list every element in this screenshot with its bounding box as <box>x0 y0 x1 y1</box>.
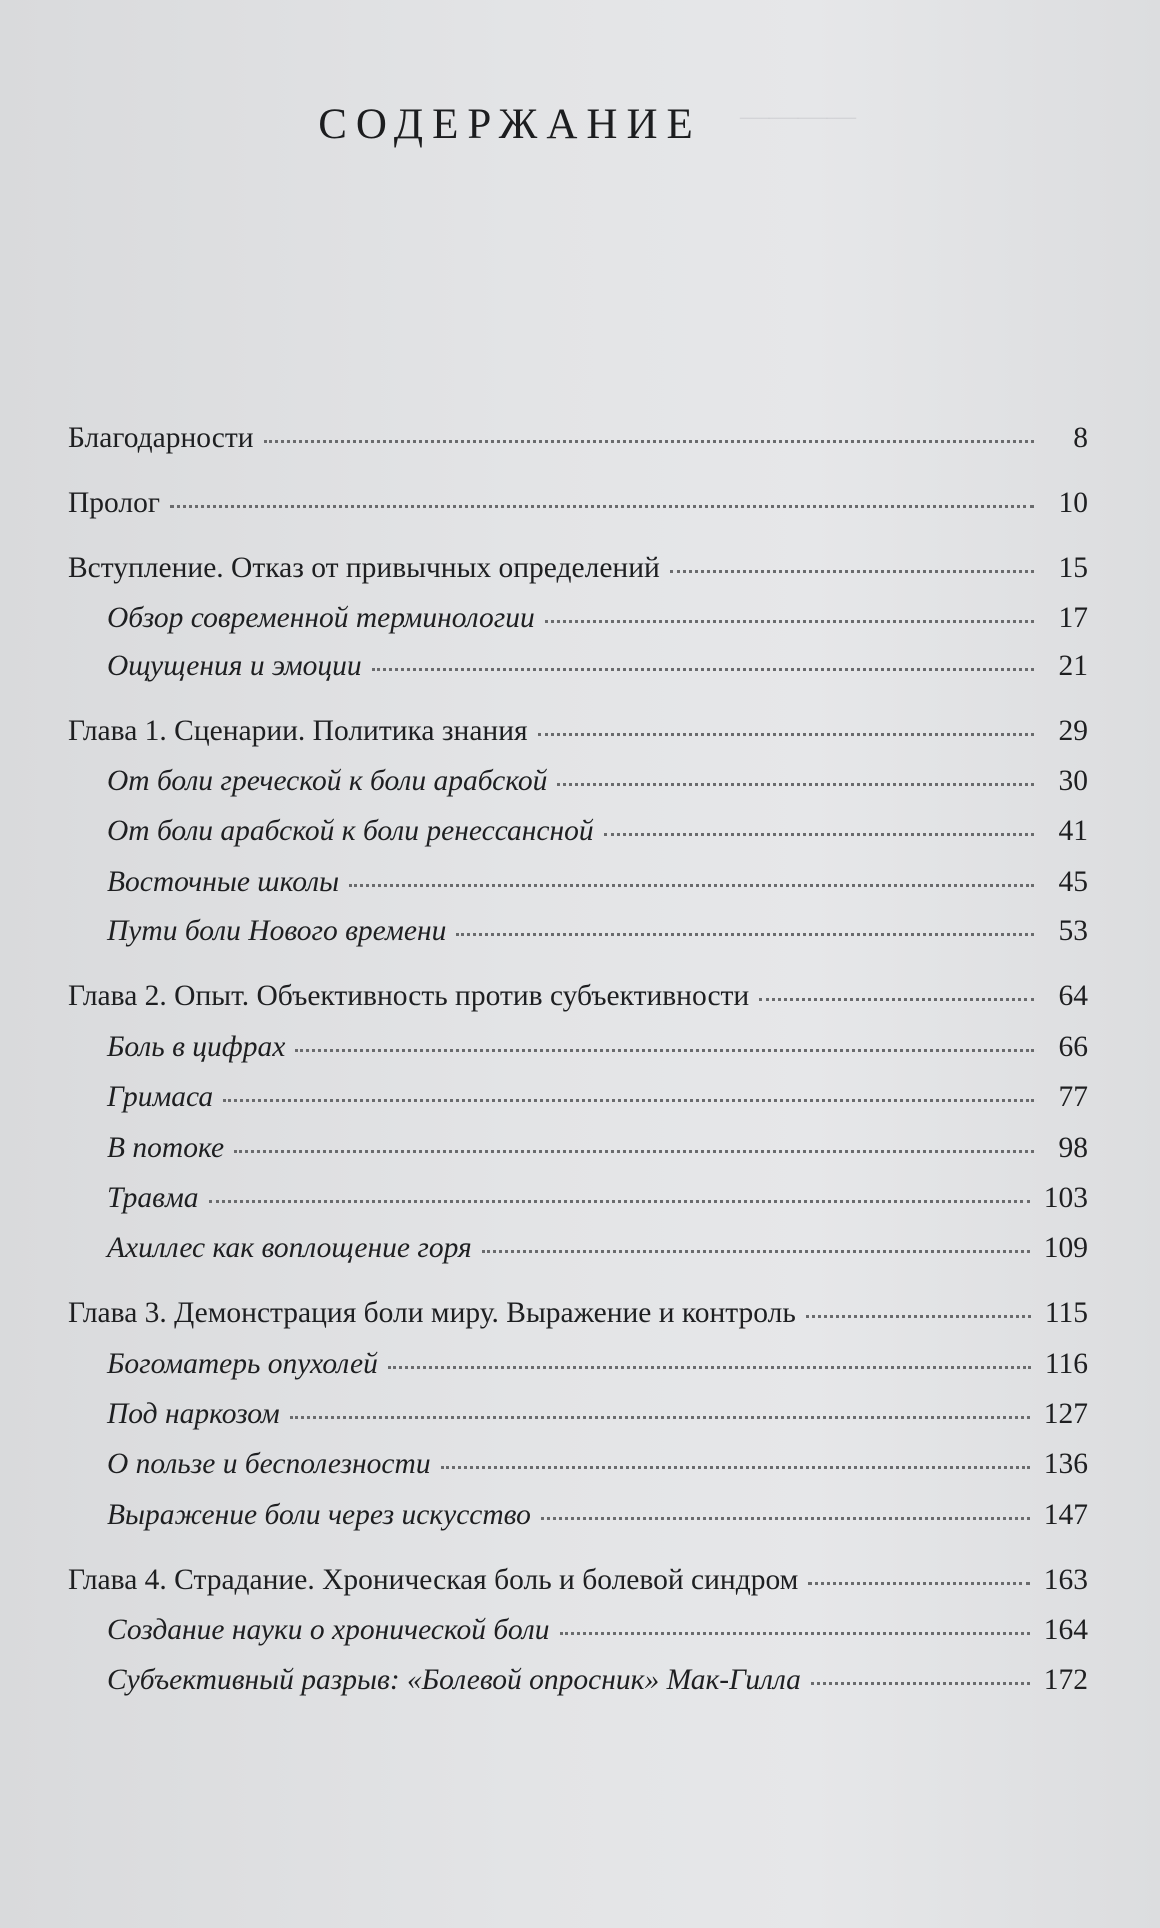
dot-leader <box>759 998 1034 1001</box>
show-through-decoration: ———— <box>740 100 856 132</box>
toc-entry-label: Глава 3. Демонстрация боли миру. Выражение и контроль <box>68 1297 796 1329</box>
toc-subentry <box>107 1348 1088 1381</box>
toc-entry-label: От боли арабской к боли ренессансной <box>107 815 594 847</box>
toc-subentry <box>107 866 1088 899</box>
toc-page-number: 45 <box>1058 866 1088 898</box>
toc-entry <box>68 487 1088 520</box>
toc-subentry <box>107 1081 1088 1114</box>
toc-entry-label: Глава 1. Сценарии. Политика знания <box>68 715 528 747</box>
dot-leader <box>806 1315 1031 1318</box>
toc-subentry <box>107 650 1088 683</box>
dot-leader <box>604 833 1034 836</box>
toc-entry-label: Пути боли Нового времени <box>107 915 447 947</box>
dot-leader <box>234 1150 1034 1153</box>
toc-entry-label: Восточные школы <box>107 866 340 898</box>
toc-page-number: 66 <box>1058 1031 1088 1063</box>
toc-subentry <box>107 815 1088 848</box>
dot-leader <box>808 1582 1029 1585</box>
dot-leader <box>545 620 1034 623</box>
toc-page-number: 127 <box>1043 1398 1088 1430</box>
toc-page-number: 164 <box>1043 1614 1088 1646</box>
toc-subentry <box>107 1499 1088 1532</box>
dot-leader <box>557 783 1034 786</box>
toc-entry <box>68 1564 1088 1597</box>
toc-entry <box>68 1297 1088 1330</box>
toc-entry <box>68 552 1088 585</box>
toc-subentry <box>107 915 1088 948</box>
toc-entry-label: Боль в цифрах <box>107 1031 286 1063</box>
toc-entry-label: Гримаса <box>107 1081 214 1113</box>
toc-subentry <box>107 1232 1088 1265</box>
toc-entry-label: Богоматерь опухолей <box>107 1348 378 1380</box>
toc-page-number: 53 <box>1058 915 1088 947</box>
toc-page-number: 30 <box>1058 765 1088 797</box>
dot-leader <box>170 505 1034 508</box>
toc-page-number: 136 <box>1043 1448 1088 1480</box>
toc-entry <box>68 715 1088 748</box>
dot-leader <box>264 440 1034 443</box>
dot-leader <box>209 1200 1030 1203</box>
toc-entry-label: Благодарности <box>68 422 254 454</box>
toc-entry-label: Ахиллес как воплощение горя <box>107 1232 472 1264</box>
toc-subentry <box>107 1398 1088 1431</box>
dot-leader <box>482 1250 1030 1253</box>
toc-subentry <box>107 1132 1088 1165</box>
dot-leader <box>349 884 1034 887</box>
toc-page-number: 29 <box>1058 715 1088 747</box>
toc-entry-label: В потоке <box>107 1132 225 1164</box>
dot-leader <box>670 570 1034 573</box>
toc-page-number: 10 <box>1058 487 1088 519</box>
toc-subentry <box>107 1031 1088 1064</box>
dot-leader <box>295 1049 1034 1052</box>
dot-leader <box>560 1632 1030 1635</box>
dot-leader <box>441 1466 1030 1469</box>
toc-subentry <box>107 602 1088 635</box>
dot-leader <box>388 1366 1031 1369</box>
toc-entry-label: Создание науки о хронической боли <box>107 1614 550 1646</box>
toc-subentry <box>107 1182 1088 1215</box>
toc-entry-label: О пользе и бесполезности <box>107 1448 431 1480</box>
toc-entry-label: Травма <box>107 1182 199 1214</box>
toc-page-number: 109 <box>1043 1232 1088 1264</box>
toc-page-number: 103 <box>1043 1182 1088 1214</box>
toc-page-number: 15 <box>1058 552 1088 584</box>
toc-page-number: 77 <box>1058 1081 1088 1113</box>
toc-page-number: 98 <box>1058 1132 1088 1164</box>
toc-page-number: 115 <box>1044 1297 1088 1329</box>
toc-entry-label: Вступление. Отказ от привычных определений <box>68 552 660 584</box>
toc-entry-label: Обзор современной терминологии <box>107 602 535 634</box>
dot-leader <box>811 1682 1030 1685</box>
toc-page-number: 8 <box>1073 422 1088 454</box>
toc-entry <box>68 980 1088 1013</box>
toc-entry-label: Под наркозом <box>107 1398 280 1430</box>
toc-subentry <box>107 1664 1088 1697</box>
toc-entry-label: Субъективный разрыв: «Болевой опросник» Мак-Гилла <box>107 1664 801 1696</box>
toc-entry-label: Выражение боли через искусство <box>107 1499 531 1531</box>
toc-subentry <box>107 1448 1088 1481</box>
toc-entry-label: Пролог <box>68 487 160 519</box>
toc-page-number: 41 <box>1058 815 1088 847</box>
dot-leader <box>456 933 1034 936</box>
toc-entry-label: Глава 4. Страдание. Хроническая боль и болевой синдром <box>68 1564 799 1596</box>
toc-page-number: 21 <box>1058 650 1088 682</box>
toc-page-number: 64 <box>1058 980 1088 1012</box>
dot-leader <box>290 1416 1030 1419</box>
dot-leader <box>538 733 1034 736</box>
toc-page-number: 163 <box>1043 1564 1088 1596</box>
toc-page-number: 147 <box>1043 1499 1088 1531</box>
toc-page-number: 116 <box>1044 1348 1088 1380</box>
toc-entry-label: От боли греческой к боли арабской <box>107 765 548 797</box>
page-title: СОДЕРЖАНИЕ <box>318 101 702 148</box>
toc-entry-label: Глава 2. Опыт. Объективность против субъективности <box>68 980 750 1012</box>
toc-subentry <box>107 1614 1088 1647</box>
toc-entry <box>68 422 1088 455</box>
dot-leader <box>372 668 1034 671</box>
toc-page-number: 172 <box>1043 1664 1088 1696</box>
dot-leader <box>541 1517 1030 1520</box>
dot-leader <box>223 1099 1034 1102</box>
toc-entry-label: Ощущения и эмоции <box>107 650 362 682</box>
toc-subentry <box>107 765 1088 798</box>
toc-page-number: 17 <box>1058 602 1088 634</box>
